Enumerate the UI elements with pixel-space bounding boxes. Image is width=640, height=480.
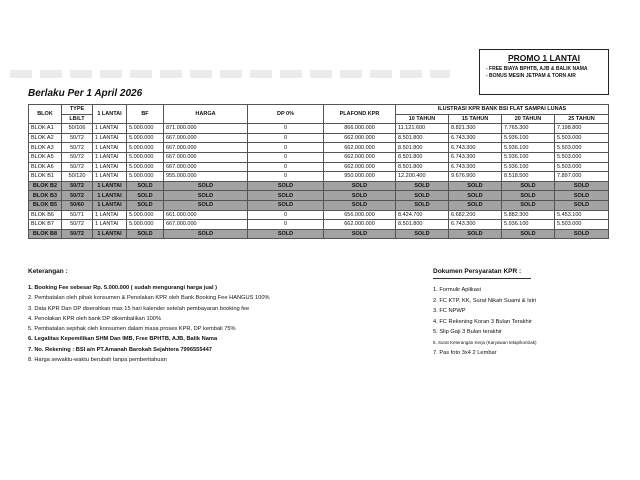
dokumen-item: 3. FC NPWP	[433, 308, 466, 314]
cell-type: 50/72	[62, 229, 93, 239]
cell-type: 50/120	[62, 172, 93, 182]
cell-t20: SOLD	[502, 229, 555, 239]
cell-type: 50/72	[62, 181, 93, 191]
cell-bf: 5.000.000	[127, 124, 164, 134]
cell-dp: 0	[248, 220, 324, 230]
cell-t25: 5.453.100	[555, 210, 609, 220]
cell-t10: 8.501.800	[396, 152, 449, 162]
cell-dp: SOLD	[248, 200, 324, 210]
cell-t15: 6.743.300	[449, 220, 502, 230]
cell-dp: 0	[248, 143, 324, 153]
cell-t15: 6.682.200	[449, 210, 502, 220]
cell-blok: BLOK B1	[29, 172, 62, 182]
cell-t20: SOLD	[502, 200, 555, 210]
table-row	[29, 181, 609, 191]
cell-plafond: 662.000.000	[324, 220, 396, 230]
cell-harga: SOLD	[164, 200, 248, 210]
cell-blok: BLOK A2	[29, 133, 62, 143]
cell-t20: 5.936.100	[502, 143, 555, 153]
cell-plafond: SOLD	[324, 229, 396, 239]
cell-t15: 6.743.300	[449, 133, 502, 143]
dokumen-item: 2. FC KTP, KK, Surat Nikah Suami & Istri	[433, 297, 537, 304]
dokumen-title-rule	[433, 278, 531, 279]
cell-t25: SOLD	[555, 229, 609, 239]
cell-bf: 5.000.000	[127, 210, 164, 220]
cell-blok: BLOK A6	[29, 162, 62, 172]
cell-blok: BLOK B6	[29, 210, 62, 220]
cell-t25: SOLD	[555, 200, 609, 210]
cell-t15: 6.743.300	[449, 143, 502, 153]
cell-dp: SOLD	[248, 191, 324, 201]
header-dp: DP 0%	[248, 105, 324, 124]
header-25-tahun: 25 TAHUN	[555, 114, 609, 124]
promo-line: - BONUS MESIN JETPAM & TORN AIR	[486, 73, 576, 79]
cell-bf: SOLD	[127, 200, 164, 210]
cell-plafond: 662.000.000	[324, 143, 396, 153]
cell-t15: 8.821.300	[449, 124, 502, 134]
cell-blok: BLOK A3	[29, 143, 62, 153]
cell-t10: 8.501.800	[396, 143, 449, 153]
cell-lantai: 1 LANTAI	[93, 133, 127, 143]
cell-t10: SOLD	[396, 191, 449, 201]
header-harga: HARGA	[164, 105, 248, 124]
keterangan-item: 5. Pembatalan sepihak oleh konsumen dalam masa proses KPR, DP kembali 75%	[28, 326, 236, 333]
keterangan-item: 7. No. Rekening : BSI a/n PT.Amanah Barokah Sejahtera 7996555447	[28, 346, 212, 353]
cell-dp: 0	[248, 124, 324, 134]
cell-t25: 7.198.800	[555, 124, 609, 134]
cell-blok: BLOK B7	[29, 220, 62, 230]
cell-t20: 5.936.100	[502, 133, 555, 143]
keterangan-item: 4. Penolakan KPR oleh bank DP dikembalikan 100%	[28, 315, 162, 322]
cell-dp: 0	[248, 172, 324, 182]
dokumen-list	[433, 285, 623, 359]
cell-type: 50/72	[62, 162, 93, 172]
cell-plafond: 662.000.000	[324, 162, 396, 172]
cell-plafond: 662.000.000	[324, 133, 396, 143]
cell-blok: BLOK B2	[29, 181, 62, 191]
cell-bf: 5.000.000	[127, 152, 164, 162]
table-row	[29, 133, 609, 143]
header-lantai: 1 LANTAI	[93, 105, 127, 124]
cell-blok: BLOK B3	[29, 191, 62, 201]
cell-lantai: 1 LANTAI	[93, 229, 127, 239]
cell-harga: 667.000.000	[164, 162, 248, 172]
cell-type: 50/72	[62, 152, 93, 162]
table-row	[29, 143, 609, 153]
cell-t20: 5.882.300	[502, 210, 555, 220]
cell-dp: 0	[248, 133, 324, 143]
cell-bf: 5.000.000	[127, 220, 164, 230]
table-row	[29, 124, 609, 134]
cell-lantai: 1 LANTAI	[93, 191, 127, 201]
cell-harga: 667.000.000	[164, 133, 248, 143]
cell-t10: 8.501.800	[396, 220, 449, 230]
table-row	[29, 191, 609, 201]
cell-t25: 5.503.000	[555, 152, 609, 162]
cell-type: 50/72	[62, 133, 93, 143]
cell-blok: BLOK B5	[29, 200, 62, 210]
keterangan-item: 6. Legalitas Kepemilikan SHM Dan IMB, Free BPHTB, AJB, Balik Nama	[28, 336, 218, 343]
cell-type: 50/72	[62, 143, 93, 153]
cell-lantai: 1 LANTAI	[93, 200, 127, 210]
cell-dp: 0	[248, 152, 324, 162]
table-row	[29, 162, 609, 172]
cell-lantai: 1 LANTAI	[93, 172, 127, 182]
cell-lantai: 1 LANTAI	[93, 124, 127, 134]
cell-t25: 5.503.000	[555, 143, 609, 153]
cell-t10: 12.200.400	[396, 172, 449, 182]
cell-t15: SOLD	[449, 181, 502, 191]
header-ilustrasi: ILUSTRASI KPR BANK BSI FLAT SAMPAI LUNAS	[396, 105, 609, 115]
faint-background-text	[10, 70, 450, 78]
cell-plafond: 866.000.000	[324, 124, 396, 134]
dokumen-title: Dokumen Persyaratan KPR :	[433, 268, 522, 275]
cell-harga: SOLD	[164, 191, 248, 201]
cell-dp: 0	[248, 162, 324, 172]
keterangan-item: 2. Pembatalan oleh pihak konsumen & Penolakan KPR oleh Bank Booking Fee HANGUS 100%	[28, 295, 270, 302]
keterangan-title: Keterangan :	[28, 268, 68, 275]
cell-type: 50/72	[62, 220, 93, 230]
cell-lantai: 1 LANTAI	[93, 210, 127, 220]
cell-bf: SOLD	[127, 181, 164, 191]
cell-t15: SOLD	[449, 200, 502, 210]
header-plafond: PLAFOND KPR	[324, 105, 396, 124]
keterangan-item: 8. Harga sewaktu-waktu berubah tanpa pemberitahuan	[28, 357, 167, 364]
cell-bf: SOLD	[127, 229, 164, 239]
cell-bf: 5.000.000	[127, 162, 164, 172]
cell-plafond: 662.000.000	[324, 152, 396, 162]
cell-bf: 5.000.000	[127, 133, 164, 143]
dokumen-item: 7. Pas foto 3x4 2 Lembar	[433, 350, 497, 356]
cell-harga: SOLD	[164, 181, 248, 191]
cell-bf: 5.000.000	[127, 172, 164, 182]
table-row	[29, 220, 609, 230]
cell-t10: SOLD	[396, 181, 449, 191]
cell-t25: 5.503.000	[555, 162, 609, 172]
cell-type: 50/71	[62, 210, 93, 220]
promo-box	[479, 49, 609, 95]
keterangan-item: 1. Booking Fee sebesar Rp. 5.000.000 ( sudah mengurangi harga jual )	[28, 285, 218, 291]
cell-harga: 667.000.000	[164, 143, 248, 153]
cell-plafond: SOLD	[324, 181, 396, 191]
cell-blok: BLOK B8	[29, 229, 62, 239]
table-row	[29, 152, 609, 162]
cell-plafond: SOLD	[324, 191, 396, 201]
cell-plafond: 950.000.000	[324, 172, 396, 182]
cell-type: 50/60	[62, 200, 93, 210]
table-row	[29, 229, 609, 239]
cell-harga: 661.000.000	[164, 210, 248, 220]
cell-t25: 7.897.000	[555, 172, 609, 182]
keterangan-list	[28, 283, 388, 365]
dokumen-item: 4. FC Rekening Koran 3 Bulan Terakhir	[433, 318, 532, 325]
header-20-tahun: 20 TAHUN	[502, 114, 555, 124]
cell-t20: 5.936.100	[502, 162, 555, 172]
cell-bf: SOLD	[127, 191, 164, 201]
header-bf: BF	[127, 105, 164, 124]
cell-t10: 11.121.600	[396, 124, 449, 134]
cell-dp: SOLD	[248, 181, 324, 191]
cell-t15: SOLD	[449, 191, 502, 201]
cell-blok: BLOK A5	[29, 152, 62, 162]
cell-lantai: 1 LANTAI	[93, 220, 127, 230]
cell-harga: SOLD	[164, 229, 248, 239]
validity-date: Berlaku Per 1 April 2026	[28, 88, 143, 99]
cell-type: 50/106	[62, 124, 93, 134]
promo-title: PROMO 1 LANTAI	[507, 53, 581, 63]
cell-t15: 6.743.300	[449, 162, 502, 172]
cell-t15: 9.676.900	[449, 172, 502, 182]
keterangan-item: 3. Data KPR Dan DP diserahkan max 15 hari kalender setelah pembayaran booking fee	[28, 305, 250, 312]
cell-harga: 667.000.000	[164, 220, 248, 230]
cell-dp: SOLD	[248, 229, 324, 239]
dokumen-item: 6. Surat Keterangan Kerja (Karyawan tetap/kontrak)	[433, 339, 537, 345]
header-lb-lt: LB/LT	[62, 114, 93, 124]
cell-lantai: 1 LANTAI	[93, 181, 127, 191]
cell-t25: SOLD	[555, 181, 609, 191]
cell-t10: SOLD	[396, 229, 449, 239]
cell-t10: 8.424.700	[396, 210, 449, 220]
cell-t20: 5.936.100	[502, 152, 555, 162]
price-table	[28, 104, 609, 239]
cell-t20: 8.518.500	[502, 172, 555, 182]
cell-t20: 7.765.300	[502, 124, 555, 134]
cell-harga: 667.000.000	[164, 152, 248, 162]
cell-t25: 5.503.000	[555, 220, 609, 230]
cell-t25: SOLD	[555, 191, 609, 201]
cell-blok: BLOK A1	[29, 124, 62, 134]
header-blok: BLOK	[29, 105, 62, 124]
cell-t20: SOLD	[502, 181, 555, 191]
cell-t15: SOLD	[449, 229, 502, 239]
cell-dp: 0	[248, 210, 324, 220]
cell-harga: 871.000.000	[164, 124, 248, 134]
cell-harga: 955.000.000	[164, 172, 248, 182]
header-15-tahun: 15 TAHUN	[449, 114, 502, 124]
cell-t20: 5.936.100	[502, 220, 555, 230]
dokumen-item: 5. Slip Gaji 3 Bulan terakhir	[433, 329, 502, 335]
cell-t20: SOLD	[502, 191, 555, 201]
cell-lantai: 1 LANTAI	[93, 162, 127, 172]
cell-t10: 8.501.800	[396, 133, 449, 143]
cell-t15: 6.743.300	[449, 152, 502, 162]
cell-t10: SOLD	[396, 200, 449, 210]
cell-lantai: 1 LANTAI	[93, 143, 127, 153]
cell-lantai: 1 LANTAI	[93, 152, 127, 162]
cell-t25: 5.503.000	[555, 133, 609, 143]
cell-plafond: 656.000.000	[324, 210, 396, 220]
table-row	[29, 200, 609, 210]
table-row	[29, 172, 609, 182]
header-10-tahun: 10 TAHUN	[396, 114, 449, 124]
promo-line: - FREE BIAYA BPHTB, AJB & BALIK NAMA	[486, 66, 588, 72]
table-row	[29, 210, 609, 220]
dokumen-item: 1. Formulir Aplikasi	[433, 287, 482, 293]
cell-type: 50/72	[62, 191, 93, 201]
header-type: TYPE	[62, 105, 93, 115]
cell-bf: 5.000.000	[127, 143, 164, 153]
cell-t10: 8.501.800	[396, 162, 449, 172]
cell-plafond: SOLD	[324, 200, 396, 210]
